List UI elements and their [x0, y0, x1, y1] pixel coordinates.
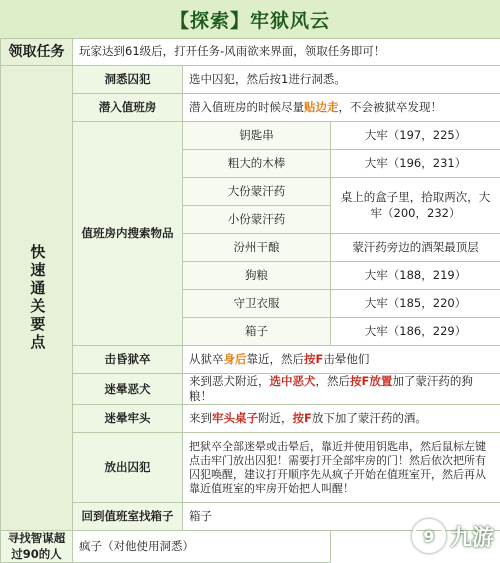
item-location: 大牢（196，231） — [331, 150, 500, 178]
item-location: 大牢（188，219） — [331, 262, 500, 290]
step-label-knockout: 击昏狱卒 — [73, 346, 183, 374]
text-part: 击晕他们 — [323, 352, 369, 366]
item-name: 狗粮 — [183, 262, 331, 290]
item-name: 大份蒙汗药 — [183, 178, 331, 206]
receive-text: 玩家达到61级后，打开任务-风雨欲来界面，领取任务即可！ — [73, 39, 500, 66]
text-part: 加了蒙汗药的狗粮！ — [189, 374, 473, 403]
step-label-dog: 迷晕恶犬 — [73, 374, 183, 405]
text-part: ，不会被狱卒发现！ — [339, 100, 443, 114]
item-row — [1, 122, 500, 150]
step-label-sneak: 潜入值班房 — [73, 94, 183, 122]
nine-you-logo-icon: 9 — [412, 519, 446, 553]
highlight-text: 牢头桌子 — [212, 411, 258, 425]
step-label-jailer: 迷晕牢头 — [73, 405, 183, 433]
item-name: 箱子 — [183, 318, 331, 346]
page-title: 【探索】牢狱风云 — [0, 0, 500, 39]
step-text-release: 把狱卒全部迷晕或击晕后，靠近并使用钥匙串，然后鼠标左键点击牢门放出囚犯！需要打开全部牢房的门！然后依次把所有囚犯唤醒，建议打开顺序先从疯子开始在值班室开，然后再从靠近值班室的牢房开始把人叫醒！ — [183, 433, 500, 503]
highlight-text: 按F — [293, 411, 312, 425]
step-label-release: 放出囚犯 — [73, 433, 183, 503]
step-label-observe: 洞悉囚犯 — [73, 66, 183, 94]
guide-table — [0, 38, 500, 563]
step-row — [1, 346, 500, 374]
highlight-text: 按F — [304, 352, 323, 366]
item-location: 大牢（186，229） — [331, 318, 500, 346]
step-text-dog — [183, 374, 500, 405]
step-row — [1, 66, 500, 94]
item-location: 大牢（185，220） — [331, 290, 500, 318]
step-text-observe: 选中囚犯，然后按1进行洞悉。 — [183, 66, 500, 94]
item-location: 蒙汗药旁边的酒架最顶层 — [331, 234, 500, 262]
step-row — [1, 374, 500, 405]
text-part: 来到 — [189, 411, 212, 425]
text-part: 来到恶犬附近， — [189, 374, 270, 388]
item-name: 钥匙串 — [183, 122, 331, 150]
step-text-sneak — [183, 94, 500, 122]
step-text-smart: 疯子（对他使用洞悉） — [73, 531, 331, 562]
watermark — [412, 519, 494, 553]
item-name: 粗大的木棒 — [183, 150, 331, 178]
step-label-smart: 寻找智谋超过90的人 — [1, 531, 73, 562]
watermark-text: 九游 — [450, 521, 494, 552]
text-part: 靠近，然后 — [247, 352, 305, 366]
item-location: 大牢（197，225） — [331, 122, 500, 150]
step-row — [1, 433, 500, 503]
text-part: 从狱卒 — [189, 352, 224, 366]
text-part: ，然后 — [316, 374, 351, 388]
receive-row — [1, 39, 500, 66]
section-quick-label: 快速通关要点 — [1, 66, 73, 531]
item-name: 汾州干酿 — [183, 234, 331, 262]
step-text-box: 箱子 — [183, 503, 500, 531]
highlight-text: 选中恶犬 — [270, 374, 316, 388]
step-row — [1, 94, 500, 122]
highlight-text: 身后 — [224, 352, 247, 366]
highlight-text: 按F放置 — [350, 374, 392, 388]
section-receive-label: 领取任务 — [1, 39, 73, 66]
step-text-knockout — [183, 346, 500, 374]
item-name: 小份蒙汗药 — [183, 206, 331, 234]
step-label-search: 值班房内搜索物品 — [73, 122, 183, 346]
step-label-box: 回到值班室找箱子 — [73, 503, 183, 531]
text-part: 附近， — [258, 411, 293, 425]
step-row — [1, 405, 500, 433]
item-location: 桌上的盒子里，拾取两次，大牢（200，232） — [331, 178, 500, 234]
step-text-jailer — [183, 405, 500, 433]
item-name: 守卫衣服 — [183, 290, 331, 318]
text-part: 潜入值班房的时候尽量 — [189, 100, 304, 114]
text-part: 放下加了蒙汗药的酒。 — [312, 411, 427, 425]
highlight-text: 贴边走 — [304, 100, 339, 114]
